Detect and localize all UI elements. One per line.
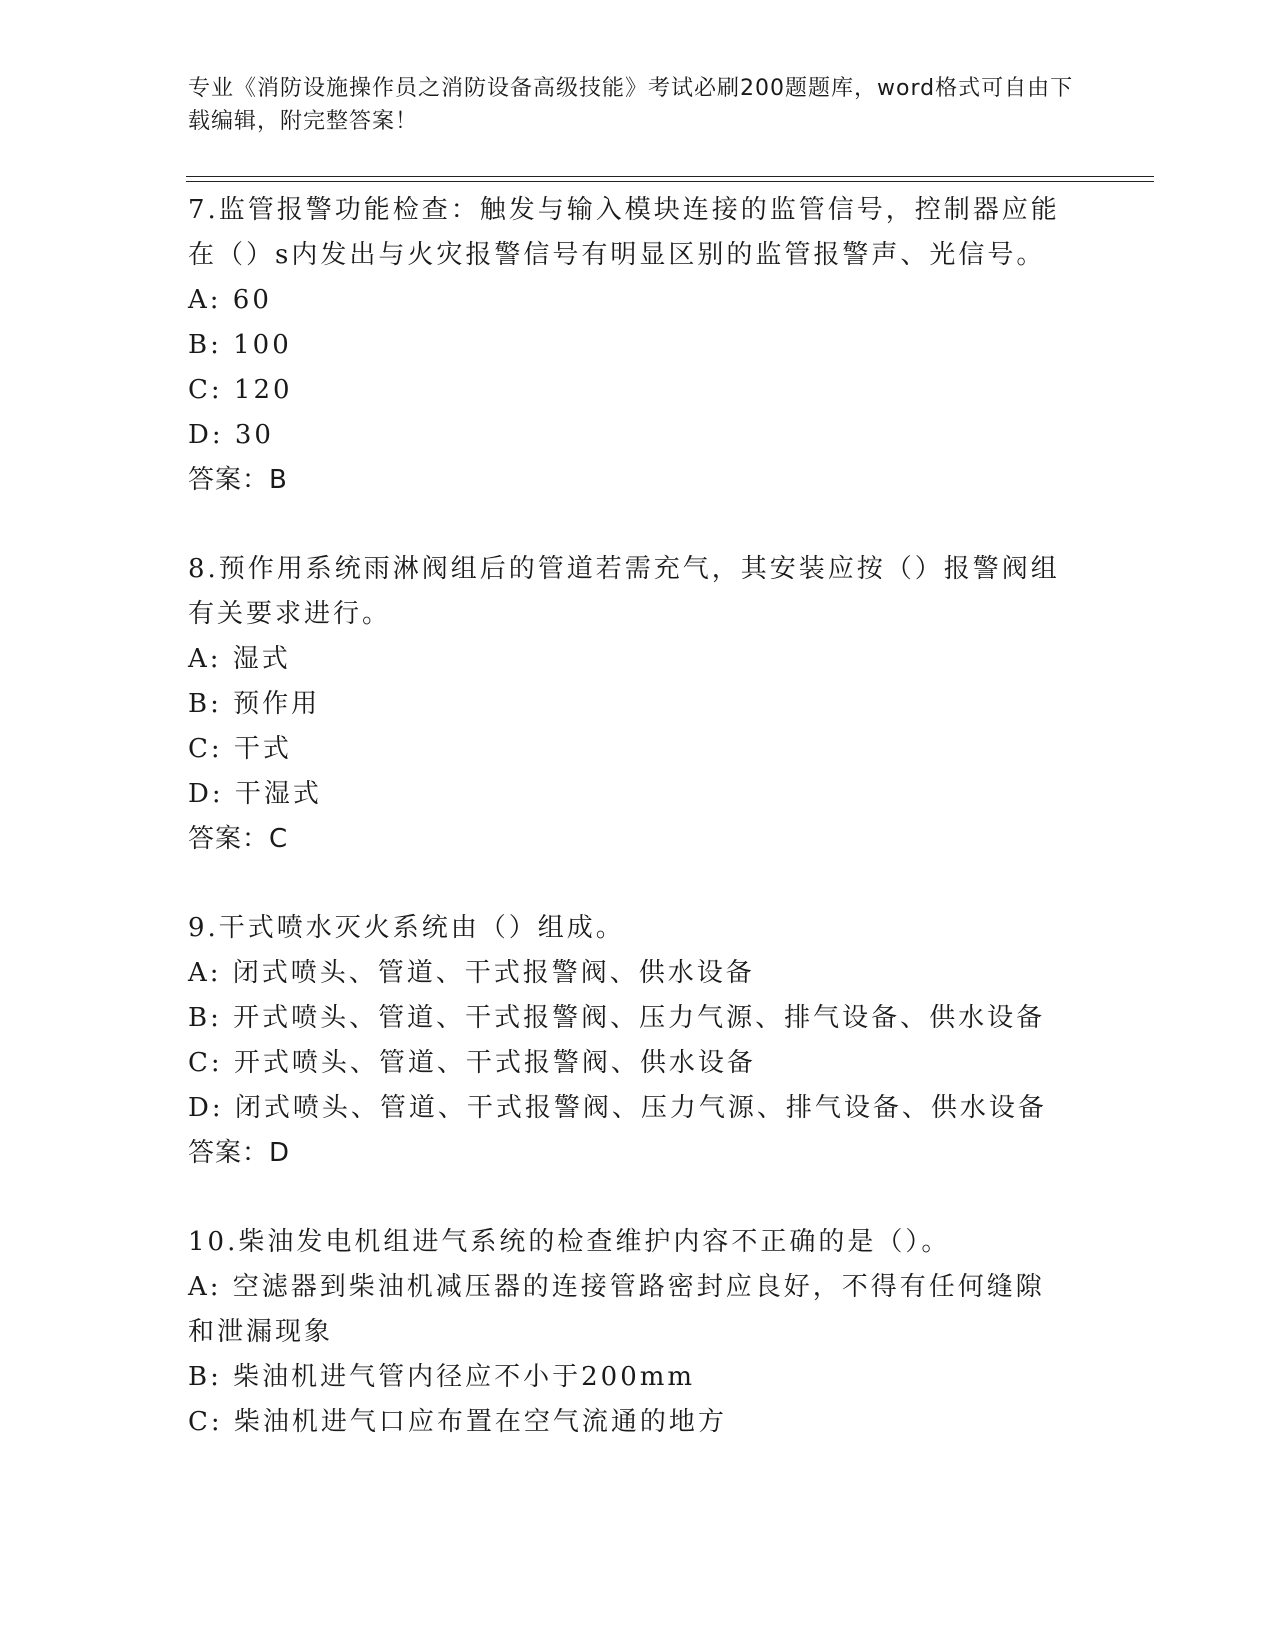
option-a: A: 湿式 (188, 644, 291, 674)
question-9 (188, 906, 1148, 1176)
option-b: B: 柴油机进气管内径应不小于200mm (188, 1362, 696, 1392)
option-c: C: 柴油机进气口应布置在空气流通的地方 (188, 1407, 727, 1437)
question-stem: 7.监管报警功能检查：触发与输入模块连接的监管信号，控制器应能在（）s内发出与火灾报警信号有明显区别的监管报警声、光信号。 (188, 195, 1060, 270)
question-10 (188, 1220, 1148, 1445)
answer-line: 答案：D (188, 1138, 291, 1168)
option-c: C: 干式 (188, 734, 292, 764)
question-7 (188, 188, 1148, 503)
question-stem: 8.预作用系统雨淋阀组后的管道若需充气，其安装应按（）报警阀组有关要求进行。 (188, 554, 1060, 629)
document-header: 专业《消防设施操作员之消防设备高级技能》考试必刷200题题库，word格式可自由下载编辑，附完整答案！ (188, 76, 1074, 134)
answer-line: 答案：C (188, 824, 289, 854)
option-a: A: 闭式喷头、管道、干式报警阀、供水设备 (188, 958, 755, 988)
option-c: C: 开式喷头、管道、干式报警阀、供水设备 (188, 1048, 756, 1078)
option-d: D: 30 (188, 420, 274, 450)
option-a: A: 60 (188, 285, 272, 315)
option-a: A: 空滤器到柴油机减压器的连接管路密封应良好，不得有任何缝隙和泄漏现象 (188, 1272, 1045, 1347)
question-8 (188, 547, 1148, 862)
header-divider-bottom (186, 181, 1154, 182)
answer-line: 答案：B (188, 465, 288, 495)
option-b: B: 100 (188, 330, 292, 360)
question-stem: 9.干式喷水灭火系统由（）组成。 (188, 913, 625, 943)
question-stem: 10.柴油发电机组进气系统的检查维护内容不正确的是（）。 (188, 1227, 951, 1257)
option-d: D: 干湿式 (188, 779, 322, 809)
option-b: B: 预作用 (188, 689, 321, 719)
option-d: D: 闭式喷头、管道、干式报警阀、压力气源、排气设备、供水设备 (188, 1093, 1047, 1123)
option-c: C: 120 (188, 375, 293, 405)
question-list (188, 188, 1148, 1489)
option-b: B: 开式喷头、管道、干式报警阀、压力气源、排气设备、供水设备 (188, 1003, 1046, 1033)
header-divider-top (186, 176, 1154, 177)
